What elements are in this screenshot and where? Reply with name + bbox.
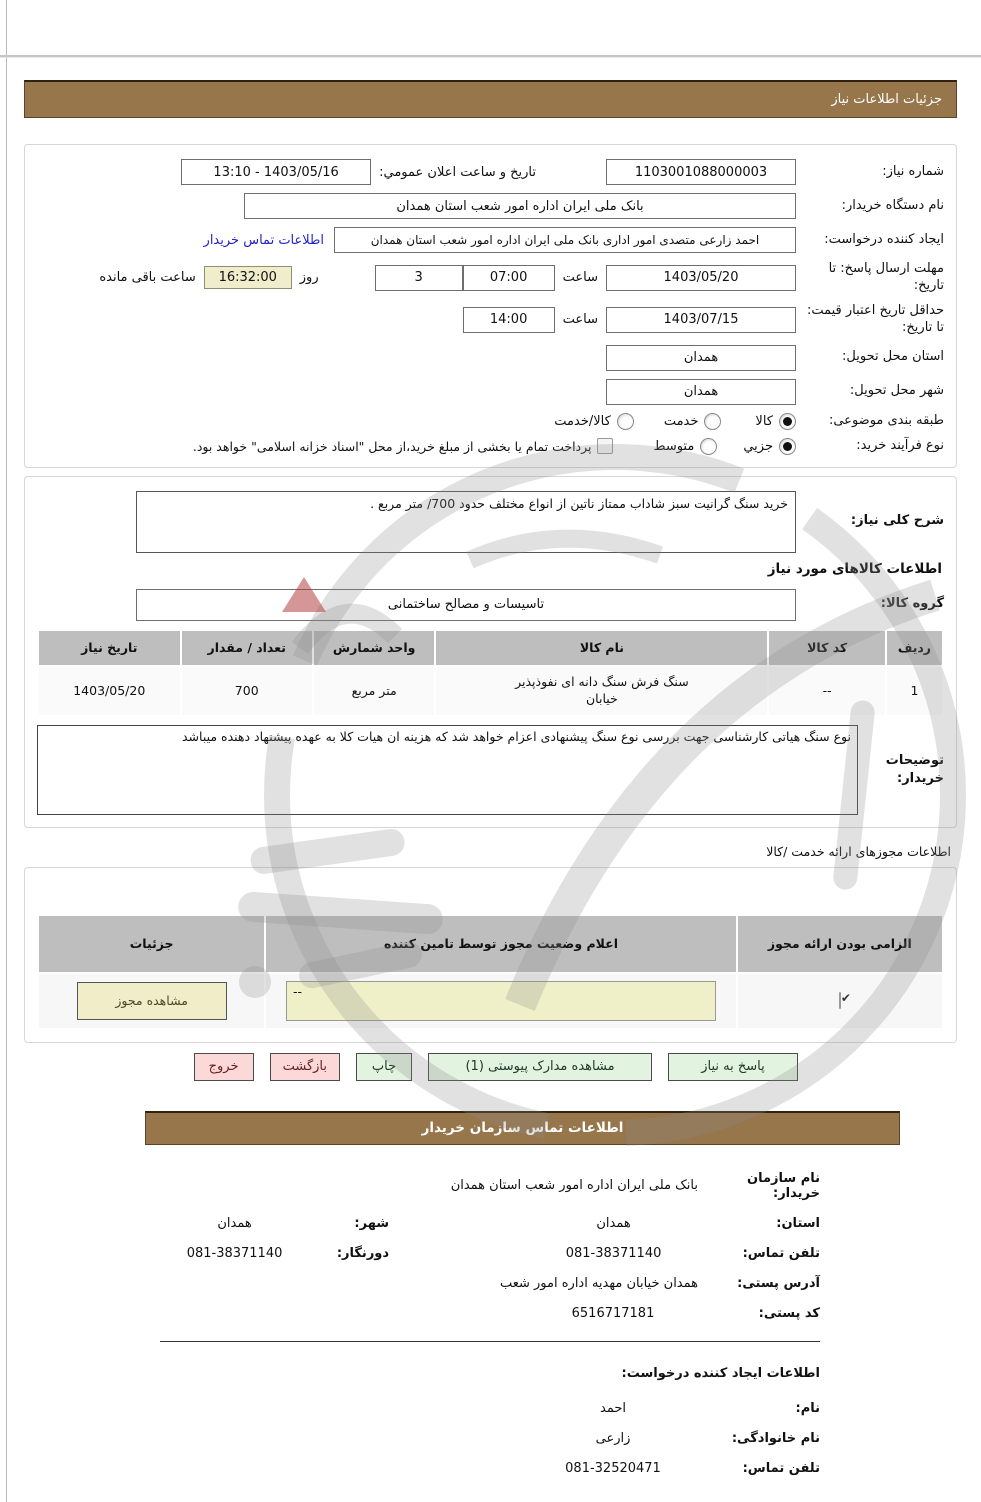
category-goods-service-label: کالا/خدمت	[554, 413, 611, 429]
creator-phone-value: 081-32520471	[565, 1460, 661, 1476]
org-name-label: نام سازمان خریدار:	[747, 1170, 820, 1201]
process-minor-label: جزیي	[743, 438, 773, 454]
cell-unit: متر مربع	[314, 667, 434, 715]
org-phone-value: 081-38371140	[565, 1245, 662, 1261]
cell-item-code: --	[769, 667, 884, 715]
details-header-title: جزئیات اطلاعات نیاز	[831, 92, 942, 107]
item-name-line2: خیابان	[586, 690, 618, 706]
need-description-label: شرح کلی نیاز:	[850, 512, 944, 528]
delivery-province-field: همدان	[606, 345, 796, 371]
response-deadline-label: مهلت ارسال پاسخ: تا تاریخ:	[828, 261, 944, 293]
org-province-value: همدان	[596, 1215, 631, 1231]
remaining-time-field: 16:32:00	[204, 266, 292, 289]
delivery-city-row	[37, 379, 944, 405]
validity-date-field: 1403/07/15	[606, 307, 796, 333]
licenses-row	[39, 974, 942, 1028]
category-option-goods-service[interactable]	[554, 413, 634, 430]
creator-phone-row	[160, 1461, 820, 1476]
main-content	[0, 80, 981, 1491]
print-button[interactable]: چاپ	[356, 1053, 412, 1081]
org-province-label: استان:	[776, 1215, 820, 1231]
col-license-required: الزامی بودن ارائه مجوز	[738, 916, 942, 972]
subject-category-label: طبقه بندی موضوعی:	[828, 412, 944, 428]
org-province-city-row	[160, 1216, 820, 1231]
announce-label: تاریخ و ساعت اعلان عمومي:	[379, 164, 536, 180]
view-attachments-button[interactable]: مشاهده مدارک پیوستی (1)	[428, 1053, 652, 1081]
buyer-org-row	[37, 193, 944, 219]
treasury-note-label: پرداخت تمام یا بخشی از مبلغ خرید،از محل "اسناد خزانه اسلامی" خواهد بود.	[192, 438, 592, 454]
org-fax-value: 081-38371140	[186, 1245, 283, 1261]
goods-table	[37, 629, 944, 717]
contact-divider	[160, 1341, 820, 1342]
col-license-details: جزئیات	[39, 916, 264, 972]
org-name-row	[160, 1171, 820, 1201]
col-quantity: تعداد / مقدار	[182, 631, 312, 665]
creator-name-label: نام:	[795, 1400, 820, 1416]
col-item-name: نام کالا	[436, 631, 767, 665]
cell-row-number: 1	[887, 667, 942, 715]
buyer-contact-link[interactable]: اطلاعات تماس خریدار	[203, 232, 324, 248]
cell-license-details	[39, 974, 264, 1028]
radio-goods-icon[interactable]	[779, 413, 796, 430]
delivery-city-field: همدان	[606, 379, 796, 405]
request-creator-label: ایجاد کننده درخواست:	[824, 231, 944, 247]
org-address-row	[160, 1276, 820, 1291]
need-number-field: 1103001088000003	[606, 159, 796, 185]
process-medium-label: متوسط	[653, 438, 695, 454]
radio-minor-icon[interactable]	[779, 438, 796, 455]
col-unit: واحد شمارش	[314, 631, 434, 665]
cell-quantity: 700	[182, 667, 312, 715]
deadline-hour-label: ساعت	[562, 270, 598, 286]
top-divider	[0, 55, 981, 58]
col-row-number: ردیف	[887, 631, 942, 665]
buyer-org-field: بانک ملی ایران اداره امور شعب استان همدان	[244, 193, 796, 219]
delivery-province-label: استان محل تحویل:	[842, 349, 944, 365]
treasury-checkbox-option[interactable]	[193, 438, 614, 454]
org-address-value: همدان خیابان مهدیه اداره امور شعب	[499, 1275, 698, 1291]
category-goods-label: کالا	[755, 413, 773, 429]
buyer-notes-field: نوع سنگ هیاتی کارشناسی جهت بررسی نوع سنگ پیشنهادی اعزام خواهد شد که هزینه ان هیات کلا به عهده پیشنهاد دهنده میباشد	[37, 725, 858, 815]
delivery-province-row	[37, 345, 944, 371]
goods-panel	[24, 476, 957, 828]
request-creator-field: احمد زارعی متصدی امور اداری بانک ملی ایران اداره امور شعب استان همدان	[334, 227, 796, 253]
goods-section-heading: اطلاعات کالاهای مورد نیاز	[767, 560, 942, 577]
col-item-code: کد کالا	[769, 631, 884, 665]
remaining-time-label: ساعت باقی مانده	[99, 270, 196, 286]
view-license-button[interactable]: مشاهده مجوز	[77, 982, 227, 1020]
org-postal-row	[160, 1306, 820, 1321]
org-fax-label: دورنگار:	[336, 1245, 390, 1261]
back-button[interactable]: بازگشت	[270, 1053, 340, 1081]
need-description-field: خرید سنگ گرانیت سبز شاداب ممتاز ناتین از انواع مختلف حدود 700/ متر مربع .	[136, 491, 796, 553]
need-number-label: شماره نیاز:	[882, 163, 944, 179]
org-postal-value: 6516717181	[571, 1305, 655, 1321]
goods-table-row	[39, 667, 942, 715]
deadline-days-label: روز	[299, 270, 319, 286]
creator-family-value: زارعی	[595, 1430, 631, 1446]
cell-item-name	[436, 667, 767, 715]
col-need-date: تاریخ نیاز	[39, 631, 180, 665]
license-status-input[interactable]: --	[286, 981, 716, 1021]
licenses-heading: اطلاعات مجوزهای ارائه خدمت /کالا	[766, 843, 951, 859]
org-contact-header-bar	[145, 1111, 900, 1145]
creator-info-heading: اطلاعات ایجاد کننده درخواست:	[621, 1365, 820, 1381]
col-license-status: اعلام وضعیت مجوز توسط تامین کننده	[266, 916, 735, 972]
creator-name-value: احمد	[600, 1400, 626, 1416]
deadline-days-field: 3	[375, 265, 463, 291]
org-name-value: بانک ملی ایران اداره امور شعب استان همدان	[450, 1178, 698, 1194]
purchase-process-label: نوع فرآیند خرید:	[856, 437, 944, 453]
goods-group-field: تاسیسات و مصالح ساختمانی	[136, 589, 796, 621]
announce-datetime-field: 1403/05/16 - 13:10	[181, 159, 371, 185]
licenses-header-row	[39, 916, 942, 972]
licenses-table	[37, 914, 944, 1030]
org-postal-label: کد پستی:	[758, 1305, 820, 1321]
radio-medium-icon[interactable]	[700, 438, 717, 455]
org-phone-label: تلفن تماس:	[742, 1245, 820, 1261]
category-option-goods[interactable]	[755, 413, 796, 430]
org-city-label: شهر:	[354, 1215, 390, 1231]
creator-family-row	[160, 1431, 820, 1446]
need-description-row	[37, 491, 944, 553]
response-deadline-row	[37, 261, 944, 295]
license-required-checkbox-icon[interactable]	[839, 992, 841, 1009]
creator-name-row	[160, 1401, 820, 1416]
process-option-minor[interactable]	[743, 438, 796, 455]
goods-group-label: گروه کالا:	[880, 596, 944, 612]
respond-to-need-button[interactable]: پاسخ به نیاز	[668, 1053, 798, 1081]
buyer-notes-row	[37, 725, 944, 815]
treasury-checkbox-icon[interactable]	[597, 438, 613, 454]
org-contact-section	[160, 1171, 820, 1476]
process-option-medium[interactable]	[653, 438, 717, 455]
goods-table-header-row	[39, 631, 942, 665]
radio-service-icon[interactable]	[704, 413, 721, 430]
request-creator-row	[37, 227, 944, 253]
cell-license-status	[266, 974, 735, 1028]
licenses-panel	[24, 867, 957, 1043]
org-city-value: همدان	[217, 1215, 252, 1231]
deadline-date-field: 1403/05/20	[606, 265, 796, 291]
buyer-notes-label: توضیحات خریدار:	[885, 753, 944, 786]
org-phone-fax-row	[160, 1246, 820, 1261]
need-info-panel	[24, 144, 957, 468]
cell-license-required	[738, 974, 942, 1028]
category-option-service[interactable]	[664, 413, 722, 430]
action-buttons-row	[0, 1053, 798, 1081]
subject-category-row	[37, 413, 944, 430]
buyer-org-label: نام دستگاه خریدار:	[841, 197, 944, 213]
delivery-city-label: شهر محل تحویل:	[849, 383, 944, 399]
details-header-bar	[24, 80, 957, 118]
goods-group-row	[37, 589, 944, 621]
price-validity-row	[37, 303, 944, 337]
creator-family-label: نام خانوادگی:	[731, 1430, 820, 1446]
price-validity-label: حداقل تاریخ اعتبار قیمت: تا تاریخ:	[806, 302, 944, 335]
creator-phone-label: تلفن تماس:	[742, 1460, 820, 1476]
exit-button[interactable]: خروج	[194, 1053, 254, 1081]
need-number-row	[37, 159, 944, 185]
org-address-label: آدرس پستی:	[737, 1275, 820, 1291]
cell-need-date: 1403/05/20	[39, 667, 180, 715]
radio-goods-service-icon[interactable]	[617, 413, 634, 430]
purchase-process-row	[37, 438, 944, 455]
item-name-line1: سنگ فرش سنگ دانه ای نفوذپذیر	[515, 673, 689, 689]
category-service-label: خدمت	[663, 413, 699, 429]
validity-hour-field: 14:00	[463, 307, 555, 333]
validity-hour-label: ساعت	[562, 312, 598, 328]
deadline-hour-field: 07:00	[463, 265, 555, 291]
org-contact-title: اطلاعات تماس سازمان خریدار	[421, 1120, 624, 1137]
